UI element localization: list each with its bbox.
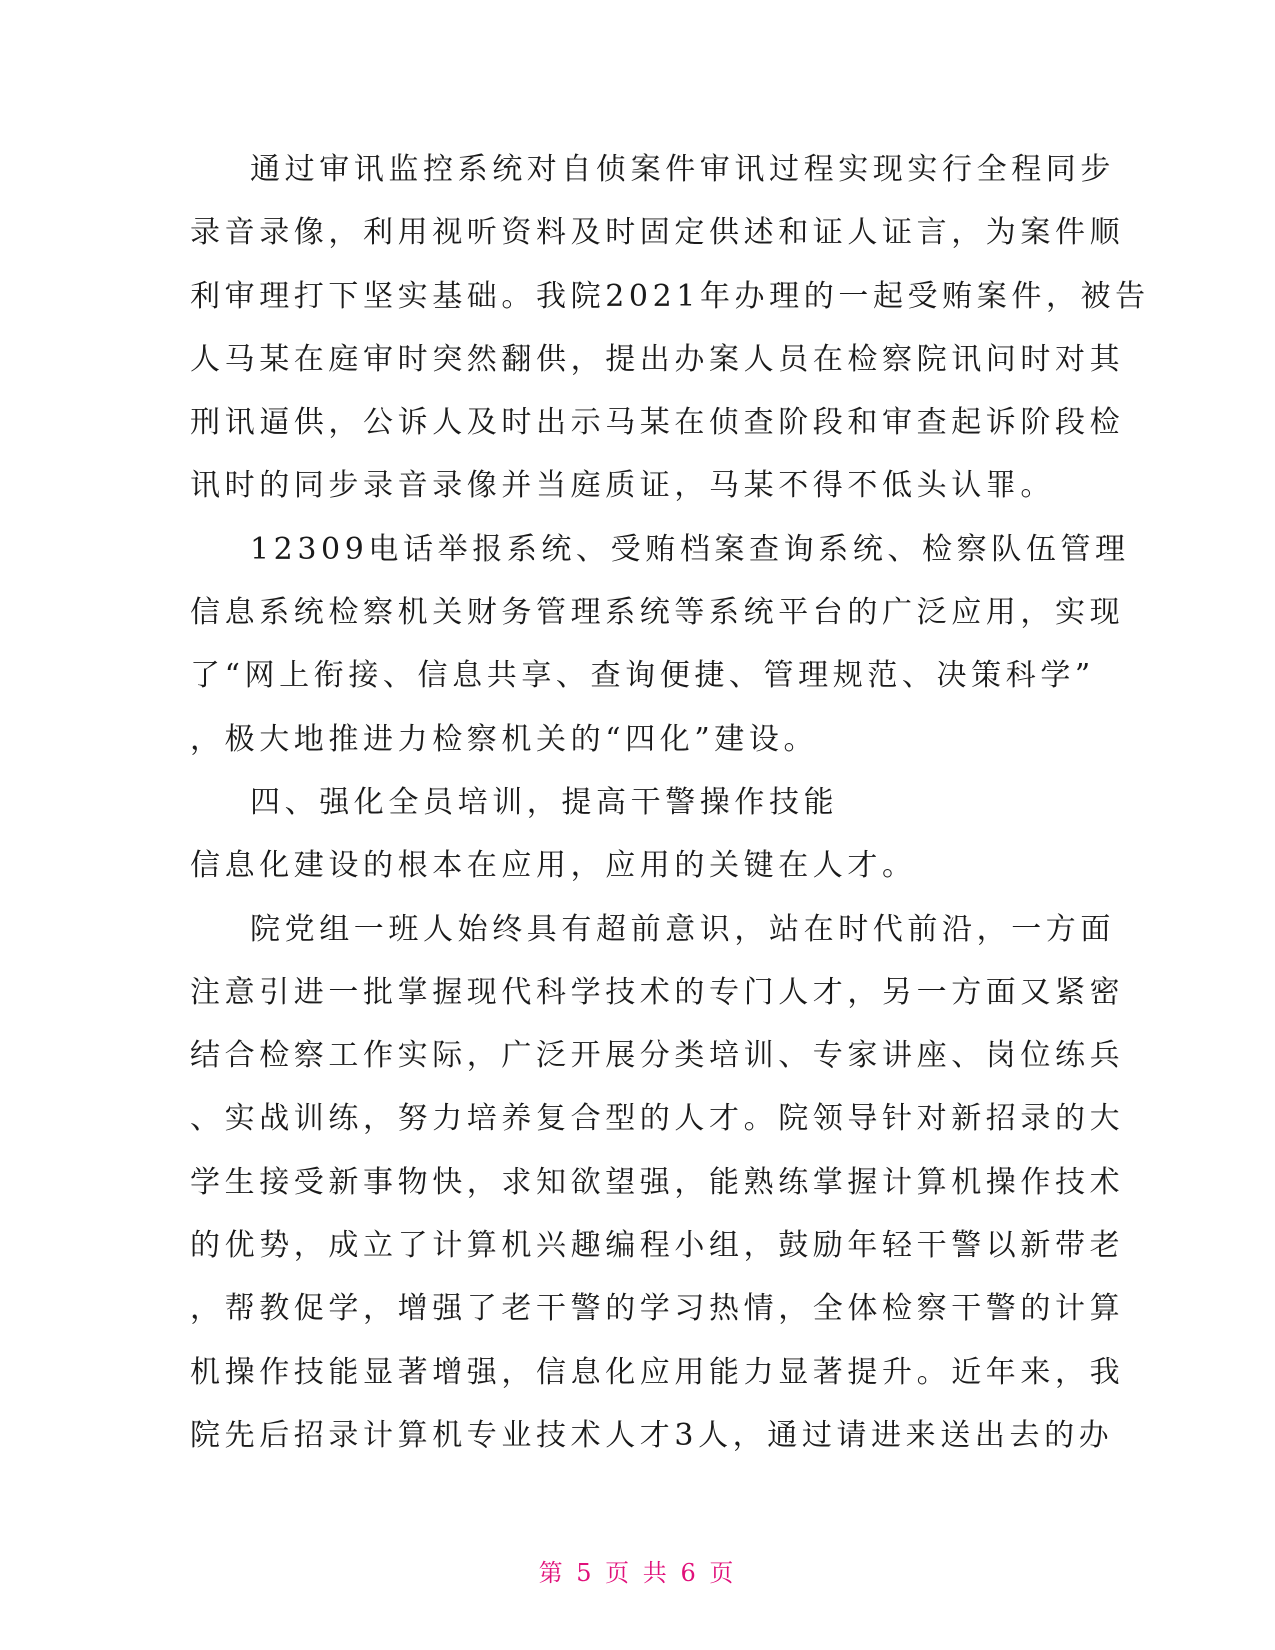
- text-line-13: 院党组一班人始终具有超前意识，站在时代前沿，一方面: [250, 911, 1115, 947]
- text-line-16: 、实战训练，努力培养复合型的人才。院领导针对新招录的大: [190, 1101, 1125, 1137]
- text-line-15: 结合检察工作实际，广泛开展分类培训、专家讲座、岗位练兵: [190, 1038, 1125, 1074]
- page-footer: [0, 1553, 1275, 1588]
- document-body: [190, 138, 1150, 1467]
- page-number: 第 5 页 共 6 页: [538, 1559, 737, 1587]
- text-line-7: 12309电话举报系统、受贿档案查询系统、检察队伍管理: [250, 531, 1130, 567]
- text-line-21: 院先后招录计算机专业技术人才3人，通过请进来送出去的办: [190, 1417, 1114, 1453]
- text-line-4: 人马某在庭审时突然翻供，提出办案人员在检察院讯问时对其: [190, 341, 1125, 377]
- text-line-3: 利审理打下坚实基础。我院2021年办理的一起受贿案件，被告: [190, 278, 1150, 314]
- text-line-5: 刑讯逼供，公诉人及时出示马某在侦查阶段和审查起诉阶段检: [190, 405, 1125, 441]
- text-line-20: 机操作技能显著增强，信息化应用能力显著提升。近年来，我: [190, 1354, 1125, 1390]
- text-line-18: 的优势，成立了计算机兴趣编程小组，鼓励年轻干警以新带老: [190, 1228, 1125, 1264]
- text-line-8: 信息系统检察机关财务管理系统等系统平台的广泛应用，实现: [190, 595, 1125, 631]
- text-line-1: 通过审讯监控系统对自侦案件审讯过程实现实行全程同步: [250, 152, 1115, 187]
- text-line-10: ，极大地推进力检察机关的“四化”建设。: [190, 721, 819, 757]
- text-line-19: ，帮教促学，增强了老干警的学习热情，全体检察干警的计算: [190, 1291, 1125, 1327]
- text-line-2: 录音录像，利用视听资料及时固定供述和证人证言，为案件顺: [190, 215, 1125, 251]
- text-line-17: 学生接受新事物快，求知欲望强，能熟练掌握计算机操作技术: [190, 1164, 1125, 1200]
- text-line-6: 讯时的同步录音录像并当庭质证，马某不得不低头认罪。: [190, 468, 1055, 504]
- text-line-12: 信息化建设的根本在应用，应用的关键在人才。: [190, 848, 917, 884]
- section-heading: 四、强化全员培训，提高干警操作技能: [250, 784, 839, 820]
- text-line-14: 注意引进一批掌握现代科学技术的专门人才，另一方面又紧密: [190, 974, 1125, 1010]
- text-line-9: 了“网上衔接、信息共享、查询便捷、管理规范、决策科学”: [190, 658, 1095, 694]
